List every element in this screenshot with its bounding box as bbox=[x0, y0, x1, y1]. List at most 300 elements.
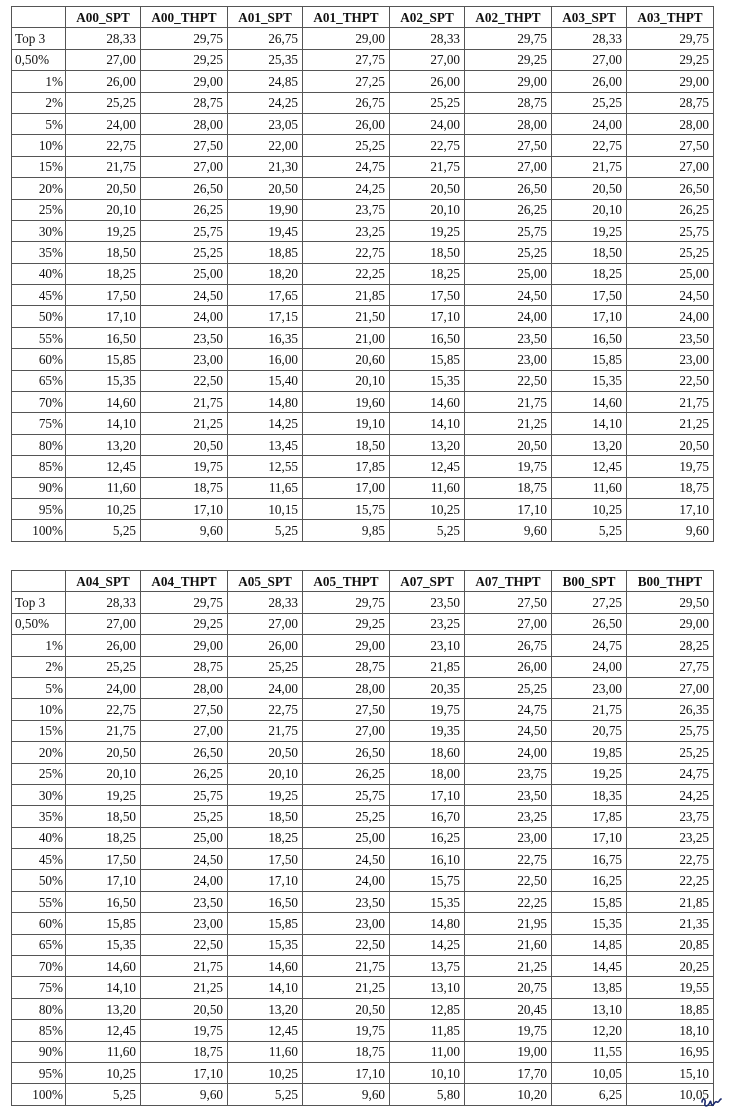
score-cell: 20,10 bbox=[66, 763, 141, 784]
table-row bbox=[12, 913, 714, 934]
score-cell: 27,00 bbox=[141, 156, 228, 177]
score-cell: 18,75 bbox=[141, 477, 228, 498]
score-cell: 20,50 bbox=[141, 434, 228, 455]
score-cell: 24,00 bbox=[141, 306, 228, 327]
score-cell: 24,00 bbox=[228, 677, 303, 698]
score-cell: 15,75 bbox=[303, 498, 390, 519]
percentile-label: 75% bbox=[12, 977, 66, 998]
score-cell: 26,25 bbox=[141, 763, 228, 784]
score-cell: 25,25 bbox=[303, 135, 390, 156]
score-cell: 21,75 bbox=[66, 156, 141, 177]
table-row bbox=[12, 92, 714, 113]
score-cell: 10,20 bbox=[465, 1084, 552, 1105]
score-cell: 15,85 bbox=[552, 891, 627, 912]
score-cell: 12,85 bbox=[390, 998, 465, 1019]
table-row bbox=[12, 327, 714, 348]
percentile-label: 70% bbox=[12, 392, 66, 413]
score-cell: 11,60 bbox=[390, 477, 465, 498]
percentile-label: 1% bbox=[12, 71, 66, 92]
score-cell: 17,10 bbox=[141, 498, 228, 519]
percentile-label: 100% bbox=[12, 520, 66, 541]
table-row bbox=[12, 263, 714, 284]
score-cell: 18,50 bbox=[552, 242, 627, 263]
score-cell: 27,00 bbox=[228, 613, 303, 634]
score-cell: 10,25 bbox=[390, 498, 465, 519]
table-row bbox=[12, 306, 714, 327]
score-cell: 24,00 bbox=[303, 870, 390, 891]
percentile-label: 35% bbox=[12, 242, 66, 263]
score-cell: 18,50 bbox=[66, 242, 141, 263]
score-cell: 15,35 bbox=[390, 891, 465, 912]
table-row bbox=[12, 592, 714, 613]
score-cell: 5,25 bbox=[228, 1084, 303, 1105]
score-cell: 26,50 bbox=[141, 742, 228, 763]
score-cell: 5,80 bbox=[390, 1084, 465, 1105]
score-cell: 17,10 bbox=[228, 870, 303, 891]
score-cell: 24,25 bbox=[627, 784, 714, 805]
score-cell: 21,75 bbox=[303, 956, 390, 977]
score-cell: 22,75 bbox=[552, 135, 627, 156]
table-row bbox=[12, 392, 714, 413]
score-cell: 14,80 bbox=[390, 913, 465, 934]
score-cell: 25,00 bbox=[141, 263, 228, 284]
score-cell: 21,00 bbox=[303, 327, 390, 348]
score-cell: 16,50 bbox=[390, 327, 465, 348]
score-cell: 17,65 bbox=[228, 285, 303, 306]
column-header: A05_THPT bbox=[303, 571, 390, 592]
score-cell: 19,25 bbox=[390, 220, 465, 241]
score-cell: 23,00 bbox=[552, 677, 627, 698]
score-cell: 25,25 bbox=[66, 656, 141, 677]
table-row bbox=[12, 242, 714, 263]
score-cell: 15,10 bbox=[627, 1062, 714, 1083]
score-cell: 16,25 bbox=[390, 827, 465, 848]
table-row bbox=[12, 520, 714, 541]
score-cell: 24,50 bbox=[465, 720, 552, 741]
score-cell: 25,25 bbox=[627, 742, 714, 763]
score-cell: 11,55 bbox=[552, 1041, 627, 1062]
score-cell: 15,40 bbox=[228, 370, 303, 391]
score-cell: 22,00 bbox=[228, 135, 303, 156]
score-cell: 16,75 bbox=[552, 849, 627, 870]
score-cell: 26,75 bbox=[303, 92, 390, 113]
percentile-label: 90% bbox=[12, 1041, 66, 1062]
score-cell: 21,85 bbox=[303, 285, 390, 306]
corner-header-cell bbox=[12, 7, 66, 28]
score-cell: 13,10 bbox=[552, 998, 627, 1019]
score-cell: 24,00 bbox=[627, 306, 714, 327]
percentile-label: 50% bbox=[12, 306, 66, 327]
table-row bbox=[12, 784, 714, 805]
score-cell: 26,00 bbox=[465, 656, 552, 677]
corner-header-cell bbox=[12, 571, 66, 592]
table-row bbox=[12, 1084, 714, 1105]
score-cell: 25,25 bbox=[303, 806, 390, 827]
score-cell: 25,75 bbox=[627, 220, 714, 241]
percentile-label: 80% bbox=[12, 434, 66, 455]
score-cell: 21,50 bbox=[303, 306, 390, 327]
score-cell: 27,00 bbox=[303, 720, 390, 741]
score-cell: 20,10 bbox=[228, 763, 303, 784]
score-cell: 24,00 bbox=[390, 113, 465, 134]
percentile-label: 10% bbox=[12, 135, 66, 156]
score-cell: 29,00 bbox=[141, 71, 228, 92]
score-cell: 23,05 bbox=[228, 113, 303, 134]
score-cell: 14,45 bbox=[552, 956, 627, 977]
score-cell: 13,20 bbox=[390, 434, 465, 455]
score-cell: 13,75 bbox=[390, 956, 465, 977]
score-cell: 29,50 bbox=[627, 592, 714, 613]
table-row bbox=[12, 827, 714, 848]
column-header: A03_THPT bbox=[627, 7, 714, 28]
score-cell: 16,50 bbox=[228, 891, 303, 912]
score-cell: 23,00 bbox=[141, 349, 228, 370]
score-cell: 25,75 bbox=[141, 784, 228, 805]
score-cell: 18,75 bbox=[303, 1041, 390, 1062]
score-cell: 21,75 bbox=[66, 720, 141, 741]
score-cell: 14,60 bbox=[66, 392, 141, 413]
score-cell: 26,50 bbox=[303, 742, 390, 763]
score-cell: 15,85 bbox=[66, 349, 141, 370]
score-cell: 18,00 bbox=[390, 763, 465, 784]
percentile-label: 60% bbox=[12, 349, 66, 370]
score-cell: 14,85 bbox=[552, 934, 627, 955]
score-cell: 25,75 bbox=[627, 720, 714, 741]
percentile-label: 60% bbox=[12, 913, 66, 934]
score-cell: 14,10 bbox=[66, 977, 141, 998]
score-cell: 18,85 bbox=[627, 998, 714, 1019]
score-cell: 23,00 bbox=[465, 349, 552, 370]
score-cell: 24,50 bbox=[141, 285, 228, 306]
column-header: A00_SPT bbox=[66, 7, 141, 28]
score-cell: 26,00 bbox=[552, 71, 627, 92]
score-cell: 29,75 bbox=[303, 592, 390, 613]
score-cell: 27,00 bbox=[627, 677, 714, 698]
table-row bbox=[12, 635, 714, 656]
score-cell: 19,75 bbox=[303, 1020, 390, 1041]
score-cell: 13,20 bbox=[552, 434, 627, 455]
score-cell: 26,75 bbox=[228, 28, 303, 49]
percentile-label: 25% bbox=[12, 763, 66, 784]
score-cell: 17,10 bbox=[465, 498, 552, 519]
score-cell: 11,85 bbox=[390, 1020, 465, 1041]
score-cell: 24,50 bbox=[303, 849, 390, 870]
table-row bbox=[12, 977, 714, 998]
column-header: A07_SPT bbox=[390, 571, 465, 592]
score-cell: 19,25 bbox=[228, 784, 303, 805]
score-cell: 28,33 bbox=[552, 28, 627, 49]
score-cell: 27,00 bbox=[552, 49, 627, 70]
score-cell: 17,50 bbox=[66, 285, 141, 306]
table-row bbox=[12, 849, 714, 870]
table-row bbox=[12, 677, 714, 698]
score-cell: 18,20 bbox=[228, 263, 303, 284]
score-cell: 28,33 bbox=[228, 592, 303, 613]
table-row bbox=[12, 934, 714, 955]
score-cell: 23,25 bbox=[465, 806, 552, 827]
score-cell: 26,25 bbox=[303, 763, 390, 784]
score-cell: 15,35 bbox=[552, 913, 627, 934]
score-cell: 21,25 bbox=[465, 413, 552, 434]
score-cell: 24,50 bbox=[141, 849, 228, 870]
score-cell: 18,35 bbox=[552, 784, 627, 805]
table-row bbox=[12, 998, 714, 1019]
score-cell: 17,50 bbox=[228, 849, 303, 870]
score-cell: 25,00 bbox=[141, 827, 228, 848]
percentile-label: 30% bbox=[12, 784, 66, 805]
score-cell: 19,85 bbox=[552, 742, 627, 763]
score-cell: 25,75 bbox=[141, 220, 228, 241]
score-cell: 26,25 bbox=[465, 199, 552, 220]
score-cell: 29,75 bbox=[141, 28, 228, 49]
score-cell: 29,75 bbox=[141, 592, 228, 613]
score-cell: 28,75 bbox=[465, 92, 552, 113]
score-cell: 13,85 bbox=[552, 977, 627, 998]
score-cell: 11,65 bbox=[228, 477, 303, 498]
score-cell: 21,75 bbox=[390, 156, 465, 177]
score-cell: 17,85 bbox=[552, 806, 627, 827]
score-cell: 13,10 bbox=[390, 977, 465, 998]
table-row bbox=[12, 71, 714, 92]
score-cell: 17,00 bbox=[303, 477, 390, 498]
score-cell: 24,75 bbox=[465, 699, 552, 720]
column-header: A02_THPT bbox=[465, 7, 552, 28]
score-cell: 25,25 bbox=[390, 92, 465, 113]
column-header: B00_THPT bbox=[627, 571, 714, 592]
score-cell: 27,50 bbox=[141, 699, 228, 720]
percentile-label: 95% bbox=[12, 1062, 66, 1083]
score-cell: 29,25 bbox=[627, 49, 714, 70]
score-cell: 24,00 bbox=[552, 113, 627, 134]
score-cell: 11,60 bbox=[66, 477, 141, 498]
score-cell: 25,75 bbox=[303, 784, 390, 805]
percentile-label: 10% bbox=[12, 699, 66, 720]
score-cell: 23,00 bbox=[627, 349, 714, 370]
score-cell: 27,50 bbox=[627, 135, 714, 156]
table-row bbox=[12, 135, 714, 156]
score-cell: 27,00 bbox=[465, 156, 552, 177]
score-cell: 18,75 bbox=[465, 477, 552, 498]
score-cell: 15,85 bbox=[390, 349, 465, 370]
score-cell: 20,50 bbox=[228, 178, 303, 199]
header-row bbox=[12, 571, 714, 592]
score-cell: 28,25 bbox=[627, 635, 714, 656]
score-cell: 14,80 bbox=[228, 392, 303, 413]
score-cell: 25,25 bbox=[552, 92, 627, 113]
score-cell: 17,50 bbox=[552, 285, 627, 306]
score-cell: 29,25 bbox=[303, 613, 390, 634]
percentile-label: 75% bbox=[12, 413, 66, 434]
score-cell: 21,95 bbox=[465, 913, 552, 934]
score-cell: 23,50 bbox=[390, 592, 465, 613]
table-row bbox=[12, 349, 714, 370]
score-cell: 19,75 bbox=[390, 699, 465, 720]
score-cell: 26,25 bbox=[627, 199, 714, 220]
score-cell: 23,75 bbox=[627, 806, 714, 827]
score-cell: 21,25 bbox=[141, 413, 228, 434]
score-cell: 25,75 bbox=[465, 220, 552, 241]
score-cell: 28,33 bbox=[66, 28, 141, 49]
score-cell: 17,10 bbox=[390, 306, 465, 327]
score-cell: 10,05 bbox=[552, 1062, 627, 1083]
score-cell: 21,75 bbox=[627, 392, 714, 413]
percentile-label: 85% bbox=[12, 1020, 66, 1041]
score-cell: 27,00 bbox=[66, 613, 141, 634]
score-cell: 20,75 bbox=[552, 720, 627, 741]
percentile-label: 65% bbox=[12, 934, 66, 955]
score-cell: 11,60 bbox=[66, 1041, 141, 1062]
score-cell: 27,00 bbox=[465, 613, 552, 634]
column-header: A04_SPT bbox=[66, 571, 141, 592]
score-cell: 20,35 bbox=[390, 677, 465, 698]
table-row bbox=[12, 870, 714, 891]
percentile-label: 25% bbox=[12, 199, 66, 220]
score-cell: 28,00 bbox=[141, 113, 228, 134]
percentile-label: 55% bbox=[12, 891, 66, 912]
score-cell: 24,25 bbox=[303, 178, 390, 199]
score-cell: 19,25 bbox=[552, 220, 627, 241]
score-cell: 19,55 bbox=[627, 977, 714, 998]
score-cell: 21,60 bbox=[465, 934, 552, 955]
score-cell: 14,60 bbox=[66, 956, 141, 977]
score-cell: 20,50 bbox=[465, 434, 552, 455]
table-row bbox=[12, 498, 714, 519]
percentile-label: 20% bbox=[12, 178, 66, 199]
score-cell: 22,50 bbox=[303, 934, 390, 955]
score-cell: 17,10 bbox=[66, 306, 141, 327]
score-cell: 27,75 bbox=[303, 49, 390, 70]
score-cell: 19,10 bbox=[303, 413, 390, 434]
score-cell: 15,35 bbox=[552, 370, 627, 391]
score-cell: 25,00 bbox=[303, 827, 390, 848]
score-cell: 5,25 bbox=[66, 1084, 141, 1105]
score-cell: 13,20 bbox=[66, 434, 141, 455]
score-cell: 17,10 bbox=[303, 1062, 390, 1083]
score-cell: 29,00 bbox=[303, 635, 390, 656]
score-cell: 16,50 bbox=[552, 327, 627, 348]
score-cell: 14,60 bbox=[552, 392, 627, 413]
column-header: A00_THPT bbox=[141, 7, 228, 28]
score-cell: 18,60 bbox=[390, 742, 465, 763]
score-cell: 14,10 bbox=[552, 413, 627, 434]
score-cell: 26,50 bbox=[552, 613, 627, 634]
percentile-label: 85% bbox=[12, 456, 66, 477]
score-cell: 18,50 bbox=[228, 806, 303, 827]
score-cell: 25,25 bbox=[141, 242, 228, 263]
percentile-label: 0,50% bbox=[12, 49, 66, 70]
score-cell: 19,75 bbox=[465, 456, 552, 477]
score-cell: 23,00 bbox=[303, 913, 390, 934]
score-cell: 19,75 bbox=[141, 1020, 228, 1041]
score-cell: 21,75 bbox=[465, 392, 552, 413]
score-cell: 21,75 bbox=[141, 392, 228, 413]
score-cell: 24,00 bbox=[552, 656, 627, 677]
score-cell: 22,75 bbox=[627, 849, 714, 870]
score-cell: 26,35 bbox=[627, 699, 714, 720]
score-cell: 12,45 bbox=[390, 456, 465, 477]
score-cell: 18,25 bbox=[228, 827, 303, 848]
percentile-label: 80% bbox=[12, 998, 66, 1019]
score-cell: 20,60 bbox=[303, 349, 390, 370]
score-cell: 16,10 bbox=[390, 849, 465, 870]
score-cell: 17,10 bbox=[552, 306, 627, 327]
score-cell: 13,20 bbox=[66, 998, 141, 1019]
score-cell: 27,50 bbox=[141, 135, 228, 156]
score-cell: 21,85 bbox=[390, 656, 465, 677]
score-cell: 15,75 bbox=[390, 870, 465, 891]
score-cell: 17,50 bbox=[390, 285, 465, 306]
score-cell: 14,60 bbox=[390, 392, 465, 413]
score-cell: 21,25 bbox=[465, 956, 552, 977]
percentile-label: 5% bbox=[12, 677, 66, 698]
score-cell: 12,45 bbox=[66, 456, 141, 477]
score-cell: 21,75 bbox=[141, 956, 228, 977]
score-cell: 25,00 bbox=[627, 263, 714, 284]
score-cell: 24,25 bbox=[228, 92, 303, 113]
score-cell: 23,50 bbox=[627, 327, 714, 348]
percentile-label: 15% bbox=[12, 156, 66, 177]
score-cell: 24,00 bbox=[465, 306, 552, 327]
score-cell: 24,75 bbox=[552, 635, 627, 656]
score-cell: 12,45 bbox=[66, 1020, 141, 1041]
score-cell: 20,50 bbox=[66, 742, 141, 763]
table-row bbox=[12, 456, 714, 477]
score-cell: 29,25 bbox=[141, 49, 228, 70]
table-row bbox=[12, 477, 714, 498]
score-cell: 23,00 bbox=[141, 913, 228, 934]
percentile-label: Top 3 bbox=[12, 28, 66, 49]
score-cell: 20,45 bbox=[465, 998, 552, 1019]
score-cell: 15,35 bbox=[66, 934, 141, 955]
score-cell: 20,10 bbox=[303, 370, 390, 391]
score-cell: 23,50 bbox=[303, 891, 390, 912]
score-cell: 22,75 bbox=[465, 849, 552, 870]
table-row bbox=[12, 699, 714, 720]
score-cell: 24,00 bbox=[141, 870, 228, 891]
score-cell: 16,70 bbox=[390, 806, 465, 827]
score-cell: 10,05 bbox=[627, 1084, 714, 1105]
score-cell: 18,10 bbox=[627, 1020, 714, 1041]
score-cell: 10,25 bbox=[228, 1062, 303, 1083]
score-cell: 26,50 bbox=[627, 178, 714, 199]
score-cell: 20,10 bbox=[390, 199, 465, 220]
column-header: A01_SPT bbox=[228, 7, 303, 28]
table-row bbox=[12, 199, 714, 220]
score-cell: 14,25 bbox=[390, 934, 465, 955]
score-cell: 21,25 bbox=[627, 413, 714, 434]
score-cell: 28,00 bbox=[627, 113, 714, 134]
score-cell: 15,35 bbox=[228, 934, 303, 955]
score-cell: 18,50 bbox=[390, 242, 465, 263]
score-cell: 25,25 bbox=[465, 677, 552, 698]
table-row bbox=[12, 742, 714, 763]
score-cell: 19,25 bbox=[552, 763, 627, 784]
score-cell: 23,75 bbox=[465, 763, 552, 784]
score-cell: 29,00 bbox=[465, 71, 552, 92]
score-cell: 21,30 bbox=[228, 156, 303, 177]
score-cell: 21,85 bbox=[627, 891, 714, 912]
score-cell: 15,85 bbox=[66, 913, 141, 934]
score-cell: 17,85 bbox=[303, 456, 390, 477]
score-cell: 19,75 bbox=[141, 456, 228, 477]
percentile-label: 2% bbox=[12, 92, 66, 113]
score-cell: 12,45 bbox=[552, 456, 627, 477]
score-cell: 28,00 bbox=[303, 677, 390, 698]
score-cell: 14,10 bbox=[66, 413, 141, 434]
table-row bbox=[12, 656, 714, 677]
table-row bbox=[12, 285, 714, 306]
header-row bbox=[12, 7, 714, 28]
